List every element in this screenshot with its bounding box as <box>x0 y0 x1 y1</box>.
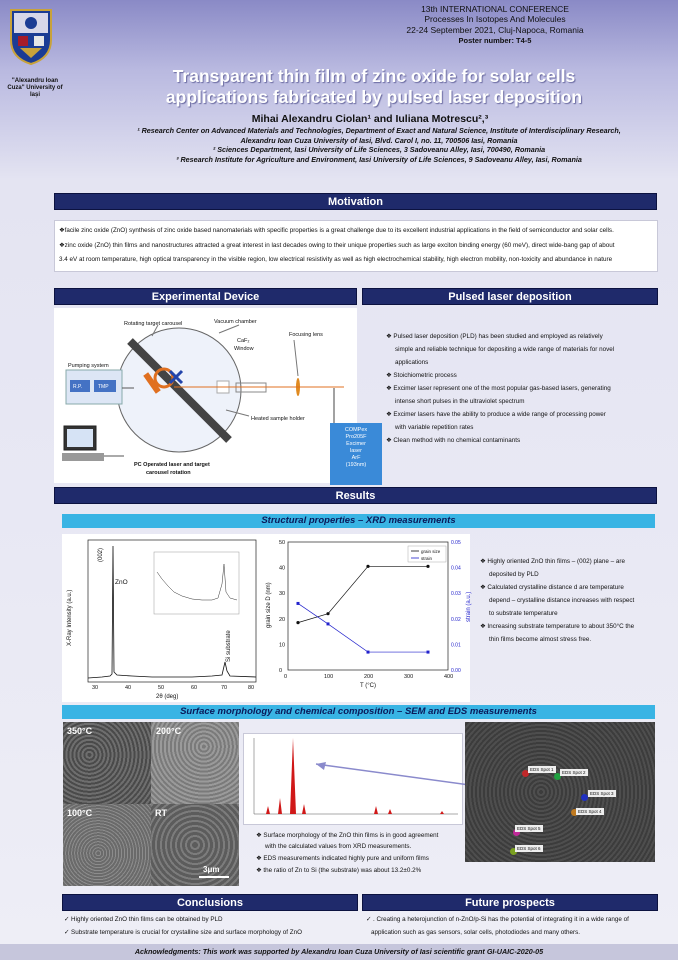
legend-label-0: grain size <box>421 549 441 554</box>
data-point-grain-size-2 <box>366 565 369 568</box>
sem-text-4: the ratio of Zn to Si (the substrate) was about 13.2±0.2% <box>263 867 422 874</box>
pld-text-1: Pulsed laser deposition (PLD) has been studied and employed as relatively <box>393 333 603 340</box>
pld-line-3: applications <box>395 359 429 366</box>
affiliation-2: ² Sciences Department, Iasi University of Life Sciences, 3 Sadoveanu Alley, Iasi, 700490, Romania <box>212 145 546 154</box>
motivation-bullet-2b: 3.4 eV at room temperature, high optical transparency in the visible region, low electrical resistivity as well as high electrochemical stability, high electron mobility, non-toxicity and abundance in nature <box>59 256 613 263</box>
label-pumping-system: Pumping system <box>68 363 109 369</box>
motivation-bullet-1: ❖facile zinc oxide (ZnO) synthesis of zinc oxide based nanomaterials with specific properties is a great challenge due to its excellent industrial applications in the field of semiconductor and solar cells. <box>59 227 614 234</box>
experimental-diagram <box>54 308 357 483</box>
structural-line-2: deposited by PLD <box>489 571 539 578</box>
xrd-xtick-6: 80 <box>248 685 255 691</box>
sem-images <box>63 722 239 886</box>
label-focusing-lens: Focusing lens <box>289 332 323 338</box>
x-tick-label-2: 200 <box>364 674 374 680</box>
conference-info <box>400 4 590 46</box>
xrd-xtick-3: 50 <box>158 685 165 691</box>
conclusion-text-1: Highly oriented ZnO thin films can be obtained by PLD <box>71 916 223 923</box>
structural-line-7: thin films become almost stress free. <box>489 636 592 643</box>
grain-chart-panel <box>262 534 470 702</box>
data-point-grain-size-1 <box>326 612 329 615</box>
label-pc-1: PC Operated laser and target <box>134 462 210 468</box>
grain-size-chart <box>262 534 470 702</box>
pld-panel <box>386 330 661 447</box>
conclusion-text-2: Substrate temperature is crucial for crystalline size and surface morphology of ZnO <box>71 929 303 936</box>
label-heated-holder: Heated sample holder <box>251 416 305 422</box>
data-point-grain-size-0 <box>296 621 299 624</box>
pld-line-4: ❖ Stoichiometric process <box>386 372 457 379</box>
experimental-header: Experimental Device <box>54 288 357 305</box>
xrd-peak-si: Si substrate <box>226 630 232 662</box>
xrd-ylabel: X-Ray Intensity (a.u.) <box>67 589 73 646</box>
laser-line-5: ArF <box>351 455 361 461</box>
scale-bar-label: 3μm <box>203 865 220 874</box>
structural-text-6: Increasing substrate temperature to about 350°C the <box>487 623 635 630</box>
pld-text-7: Excimer lasers have the ability to produce a wide range of processing power <box>393 411 606 418</box>
y-tick-label-4: 40 <box>279 565 286 572</box>
x-axis-label: T (°C) <box>360 683 376 689</box>
data-point-strain-2 <box>367 651 370 654</box>
affiliation-3: ³ Research Institute for Agriculture and Environment, Iasi University of Life Sciences, 9 Sadoveanu Alley, Iasi, Romania <box>176 154 582 164</box>
eds-spot-marker-3 <box>581 794 588 801</box>
x-tick-label-0: 0 <box>284 674 288 680</box>
title-line1: Transparent thin film of zinc oxide for solar cells <box>172 66 576 86</box>
pld-line-9: ❖ Clean method with no chemical contaminants <box>386 437 521 444</box>
sem-subheader: Surface morphology and chemical composition – SEM and EDS measurements <box>62 705 655 719</box>
xrd-peak-002: (002) <box>98 547 104 562</box>
label-tmp: TMP <box>98 384 109 390</box>
series-line-grain-size <box>298 566 428 622</box>
label-window: Window <box>234 346 254 352</box>
scale-bar <box>199 876 229 878</box>
structural-subheader: Structural properties – XRD measurements <box>62 514 655 528</box>
data-point-strain-0 <box>297 602 300 605</box>
xrd-xtick-5: 70 <box>221 685 228 691</box>
sem-line-1: ❖ Surface morphology of the ZnO thin films is in good agreement <box>256 832 439 839</box>
laser-line-2: Pro205F <box>345 434 367 440</box>
eds-spot-label-3: EDS Spot 3 <box>590 791 614 796</box>
eds-spot-label-2: EDS Spot 2 <box>562 770 586 775</box>
pld-text-4: Stoichiometric process <box>393 372 457 379</box>
structural-text-1: Highly oriented ZnO thin films – (002) plane – are <box>487 558 625 565</box>
sem-label-350: 350°C <box>67 726 93 736</box>
series-line-strain <box>298 603 428 652</box>
future-line-1: ✓ . Creating a heterojunction of n-ZnO/p-Si has the potential of integrating it in a wide range of <box>366 916 629 923</box>
label-rotating-target: Rotating target carousel <box>124 321 183 327</box>
y2-tick-label-5: 0.05 <box>451 540 461 546</box>
future-line-2: application such as gas sensors, solar cells, photodiodes and many others. <box>371 929 580 936</box>
poster-number: Poster number: T4-5 <box>458 36 532 45</box>
eds-spot-label-1: EDS Spot 1 <box>530 767 554 772</box>
label-caf2: CaF₂ <box>237 338 250 344</box>
x-tick-label-4: 400 <box>444 674 454 680</box>
eds-spot-label-6: EDS Spot 6 <box>517 846 541 851</box>
pld-line-8: with variable repetition rates <box>395 424 474 431</box>
data-point-strain-1 <box>327 622 330 625</box>
sem-text-3: EDS measurements indicated highly pure and uniform films <box>263 855 429 862</box>
conclusions-panel <box>64 913 360 939</box>
pld-text-5: Excimer laser represent one of the most popular gas-based lasers, generating <box>393 385 611 392</box>
poster-title <box>70 66 678 108</box>
label-pc-2: carousel rotation <box>146 470 191 476</box>
y2-axis-label: strain (a.u.) <box>466 591 472 622</box>
conclusion-1: ✓ Highly oriented ZnO thin films can be obtained by PLD <box>64 916 223 923</box>
sem-bullets <box>256 830 466 876</box>
pld-line-7: ❖ Excimer lasers have the ability to produce a wide range of processing power <box>386 411 606 418</box>
affiliation-1: ¹ Research Center on Advanced Materials and Technologies, Department of Exact and Natural Science, Institute of Interdisciplinary Research, <box>137 126 621 135</box>
sem-label-rt: RT <box>155 808 167 818</box>
title-line2: applications fabricated by pulsed laser deposition <box>165 87 583 107</box>
motivation-bullet-2: ❖zinc oxide (ZnO) thin films and nanostructures attracted a great interest in last decades owing to their unique properties such as large exciton binding energy (60 meV), direct wide-bang gap of about <box>59 242 615 249</box>
motivation-text-2: zinc oxide (ZnO) thin films and nanostructures attracted a great interest in last decades owing to their unique properties such as large exciton binding energy (60 meV), direct wide-bang gap of about <box>64 242 615 249</box>
structural-line-6: ❖ Increasing substrate temperature to about 350°C the <box>480 623 635 630</box>
xrd-xlabel: 2θ (deg) <box>156 694 179 700</box>
x-tick-label-3: 300 <box>404 674 414 680</box>
conference-date: 22-24 September 2021, Cluj-Napoca, Romania <box>406 25 584 35</box>
future-panel <box>366 913 662 939</box>
y2-tick-label-1: 0.01 <box>451 642 461 649</box>
label-rp: R.P. <box>73 384 83 390</box>
y2-tick-label-4: 0.04 <box>451 565 461 572</box>
laser-line-6: (193nm) <box>345 462 367 468</box>
structural-line-5: to substrate temperature <box>489 610 558 617</box>
affiliation-1b: Alexandru Ioan Cuza University of Iasi, Blvd. Carol I, no. 11, 700506 Iasi, Romania <box>240 135 518 145</box>
authors: Mihai Alexandru Ciolan¹ and Iuliana Motrescu²,³ <box>251 113 489 125</box>
y-axis-label: grain size D (nm) <box>266 582 272 628</box>
pld-line-2: simple and reliable technique for depositing a wide range of materials for novel <box>395 346 615 353</box>
structural-line-4: depend – crystalline distance increases with respect <box>489 597 635 604</box>
logo-caption: "Alexandru Ioan Cuza" University of Iași <box>7 78 63 98</box>
y2-tick-label-0: 0.00 <box>451 668 461 674</box>
affiliations <box>80 126 678 164</box>
future-header: Future prospects <box>362 894 658 911</box>
data-point-strain-3 <box>427 651 430 654</box>
y-tick-label-1: 10 <box>279 642 286 649</box>
y-tick-label-5: 50 <box>279 540 286 546</box>
experimental-panel <box>54 308 368 483</box>
sem-label-100: 100°C <box>67 808 93 818</box>
xrd-peak-zno: ZnO <box>115 579 128 586</box>
conference-name: Processes In Isotopes And Molecules <box>424 14 566 24</box>
acknowledgments: Acknowledgments: This work was supported by Alexandru Ioan Cuza University of Iasi scientific grant GI-UAIC-2020-05 <box>0 944 678 960</box>
future-text-1: . Creating a heterojunction of n-ZnO/p-Si has the potential of integrating it in a wide range of <box>373 916 629 923</box>
conclusion-2: ✓ Substrate temperature is crucial for crystalline size and surface morphology of ZnO <box>64 929 303 936</box>
y-tick-label-2: 20 <box>279 616 286 623</box>
motivation-panel <box>54 220 658 272</box>
xrd-plot-panel <box>62 534 262 702</box>
motivation-text-1: facile zinc oxide (ZnO) synthesis of zinc oxide based nanomaterials with specific properties is a great challenge due to its excellent industrial applications in the field of semiconductor and solar cells. <box>64 227 614 234</box>
y2-tick-label-2: 0.02 <box>451 616 461 623</box>
eds-sem-image <box>465 722 655 862</box>
university-logo <box>6 4 56 66</box>
eds-spot-label-5: EDS Spot 5 <box>517 826 541 831</box>
laser-line-4: laser <box>350 448 362 454</box>
pld-header: Pulsed laser deposition <box>362 288 658 305</box>
xrd-xtick-2: 40 <box>125 685 132 691</box>
conclusions-header: Conclusions <box>62 894 358 911</box>
xrd-xtick-1: 30 <box>92 685 99 691</box>
eds-spot-label-4: EDS Spot 4 <box>578 809 602 814</box>
y-tick-label-0: 0 <box>279 668 283 674</box>
label-vacuum-chamber: Vacuum chamber <box>214 319 257 325</box>
sem-line-2: with the calculated values from XRD measurements. <box>265 843 412 850</box>
results-header: Results <box>54 487 657 504</box>
pld-line-6: intense short pulses in the ultraviolet spectrum <box>395 398 525 405</box>
structural-line-3: ❖ Calculated crystalline distance d are temperature <box>480 584 624 591</box>
sem-line-3: ❖ EDS measurements indicated highly pure and uniform films <box>256 855 429 862</box>
xrd-plot <box>62 534 262 702</box>
xrd-xtick-4: 60 <box>191 685 198 691</box>
laser-label <box>332 427 380 469</box>
structural-text-3: Calculated crystalline distance d are temperature <box>487 584 624 591</box>
structural-bullets <box>480 555 660 646</box>
sem-line-4: ❖ the ratio of Zn to Si (the substrate) was about 13.2±0.2% <box>256 867 422 874</box>
sem-text-1: Surface morphology of the ZnO thin films is in good agreement <box>263 832 439 839</box>
pld-text-9: Clean method with no chemical contaminants <box>393 437 521 444</box>
data-point-grain-size-3 <box>426 565 429 568</box>
legend-label-1: strain <box>421 556 433 561</box>
laser-line-3: Excimer <box>346 441 366 447</box>
pld-line-1: ❖ Pulsed laser deposition (PLD) has been studied and employed as relatively <box>386 333 603 340</box>
conference-edition: 13th INTERNATIONAL CONFERENCE <box>421 4 569 14</box>
pld-line-5: ❖ Excimer laser represent one of the most popular gas-based lasers, generating <box>386 385 611 392</box>
y2-tick-label-3: 0.03 <box>451 591 461 598</box>
x-tick-label-1: 100 <box>324 674 334 680</box>
structural-line-1: ❖ Highly oriented ZnO thin films – (002) plane – are <box>480 558 625 565</box>
y-tick-label-3: 30 <box>279 591 286 598</box>
sem-label-200: 200°C <box>156 726 182 736</box>
laser-line-1: COMPex <box>344 427 368 433</box>
motivation-header: Motivation <box>54 193 657 210</box>
